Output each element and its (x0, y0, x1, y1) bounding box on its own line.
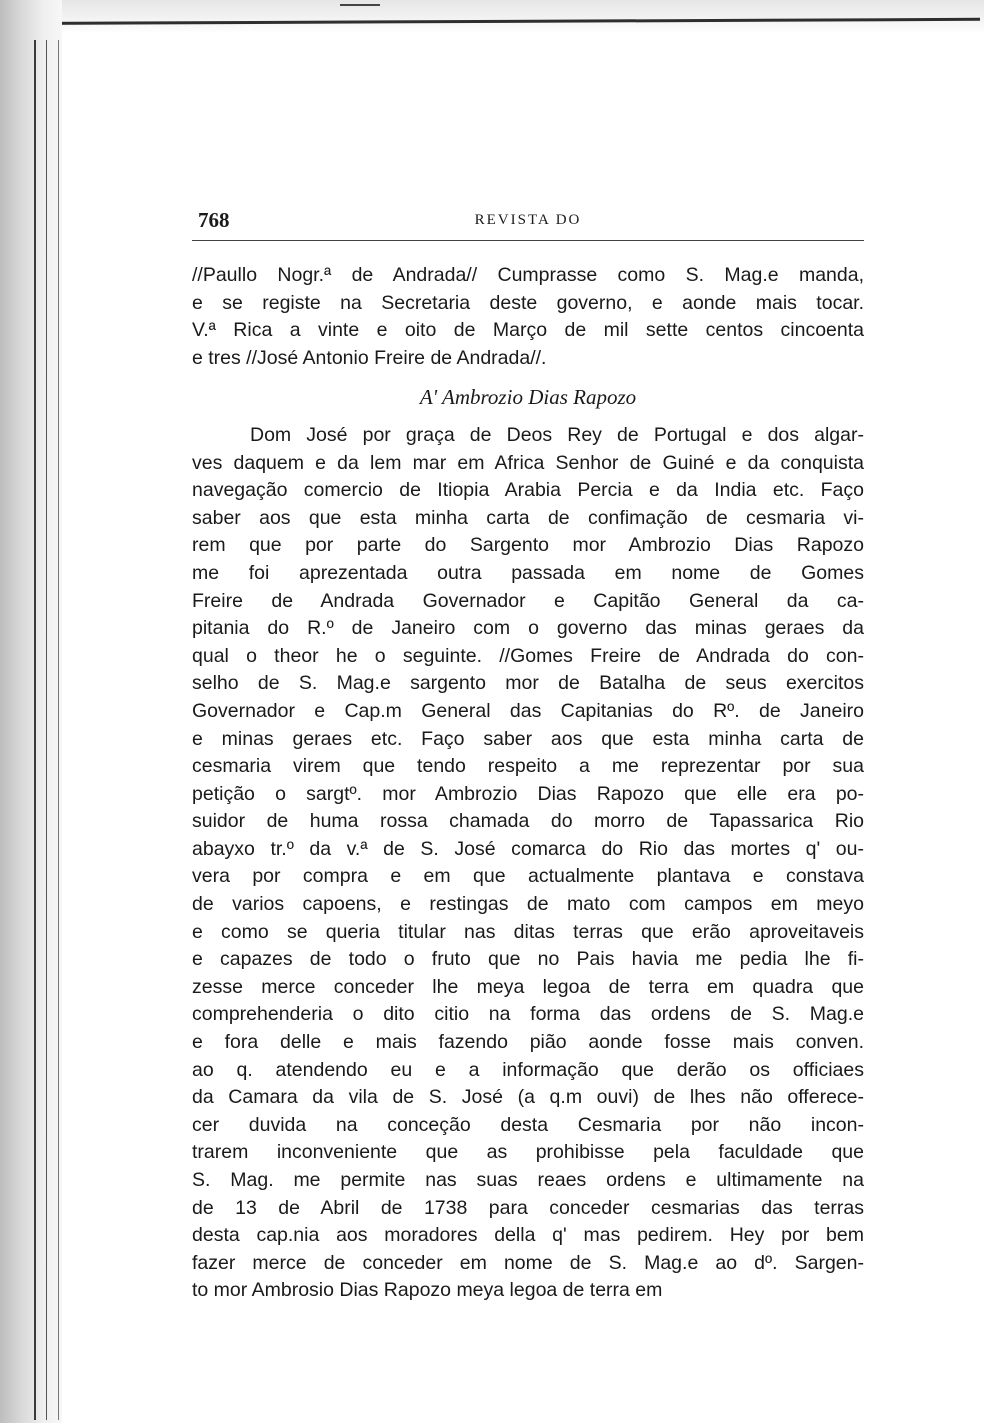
body-text (192, 262, 864, 1305)
section-heading: A' Ambrozio Dias Rapozo (419, 385, 637, 410)
text-line: Governador e Cap.m General das Capitanias do Rº. de Janeiro (192, 699, 864, 722)
binding-line (46, 40, 47, 1420)
text-line: e fora delle e mais fazendo pião aonde fosse mais conven. (192, 1031, 864, 1054)
book-page (192, 206, 864, 1305)
text-line: comprehenderia o dito citio na forma das ordens de S. Mag.e (192, 1003, 864, 1026)
book-binding-edge (0, 0, 62, 1423)
text-line: petição o sargtº. mor Ambrozio Dias Rapozo que elle era po- (192, 782, 864, 805)
text-line: e como se queria titular nas ditas terras que erão aproveitaveis (192, 920, 864, 943)
text-line: e minas geraes etc. Faço saber aos que esta minha carta de (192, 727, 864, 750)
text-line: fazer merce de conceder em nome de S. Mag.e ao dº. Sargen- (192, 1251, 864, 1274)
text-line: S. Mag. me permite nas suas reaes ordens e ultimamente na (192, 1169, 864, 1191)
text-line: //Paullo Nogr.ª de Andrada// Cumprasse como S. Mag.e manda, (192, 264, 864, 286)
text-line: abayxo tr.º da v.ª de S. José comarca do Rio das mortes q' ou- (192, 837, 864, 860)
text-line: e tres //José Antonio Freire de Andrada//. (192, 346, 547, 369)
text-line: e capazes de todo o fruto que no Pais havia me pedia lhe fi- (192, 948, 864, 971)
text-line: pitania do R.º de Janeiro com o governo das minas geraes da (192, 617, 864, 640)
paragraph-1 (192, 262, 864, 372)
scan-top-edge (0, 0, 984, 34)
text-line: trarem inconveniente que as prohibisse pela faculdade que (192, 1141, 864, 1164)
text-line: de 13 de Abril de 1738 para conceder cesmarias das terras (192, 1196, 864, 1219)
paragraph-2 (192, 422, 864, 1305)
text-line: to mor Ambrosio Dias Rapozo meya legoa de terra em (192, 1279, 663, 1302)
text-line: selho de S. Mag.e sargento mor de Batalha de seus exercitos (192, 672, 864, 695)
text-line: me foi aprezentada outra passada em nome de Gomes (192, 561, 864, 584)
page-header (192, 206, 864, 241)
binding-line (34, 40, 36, 1420)
text-line: rem que por parte do Sargento mor Ambrozio Dias Rapozo (192, 534, 864, 557)
text-line: e se registe na Secretaria deste governo, e aonde mais tocar. (192, 291, 864, 314)
text-line: navegação comercio de Itiopia Arabia Percia e da India etc. Faço (192, 479, 864, 502)
text-line: vera por compra e em que actualmente plantava e constava (192, 865, 864, 888)
text-line: V.ª Rica a vinte e oito de Março de mil sette centos cincoenta (192, 319, 864, 342)
text-line: cesmaria virem que tendo respeito a me reprezentar por sua (192, 755, 864, 778)
page-number: 768 (198, 208, 230, 232)
text-line: zesse merce conceder lhe meya legoa de terra em quadra que (192, 975, 864, 998)
text-line: ao q. atendendo eu e a informação que derão os officiaes (192, 1058, 864, 1081)
text-line: de varios capoens, e restingas de mato com campos em meyo (192, 893, 864, 916)
scan-top-tick (340, 4, 380, 6)
text-line: Freire de Andrada Governador e Capitão General da ca- (192, 589, 864, 612)
text-line: qual o theor he o seguinte. //Gomes Freire de Andrada do con- (192, 644, 864, 667)
text-line: cer duvida na conceção desta Cesmaria por não incon- (192, 1113, 864, 1136)
text-line: ves daquem e da lem mar em Africa Senhor de Guiné e da conquista (192, 451, 864, 474)
text-line: Dom José por graça de Deos Rey de Portugal e dos algar- (250, 423, 864, 446)
text-line: saber aos que esta minha carta de confimação de cesmaria vi- (192, 506, 864, 529)
text-line: suidor de huma rossa chamada do morro de Tapassarica Rio (192, 810, 864, 833)
running-title: REVISTA DO (474, 212, 582, 228)
text-line: da Camara da vila de S. José (a q.m ouvi) de lhes não offerece- (192, 1086, 864, 1109)
binding-line (58, 40, 59, 1420)
text-line: desta cap.nia aos moradores della q' mas pedirem. Hey por bem (192, 1224, 864, 1247)
